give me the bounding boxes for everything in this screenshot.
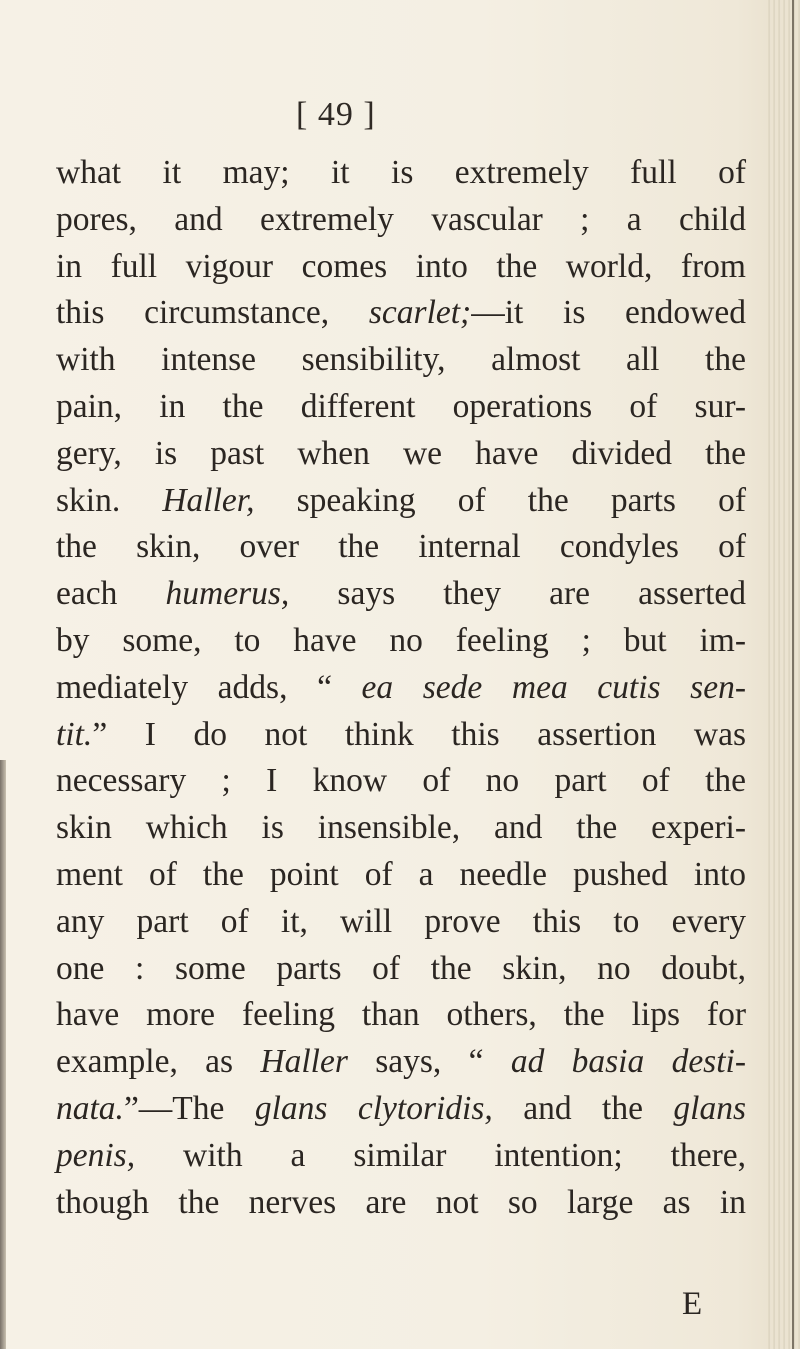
text-run: in full vigour comes into the world, from: [56, 247, 746, 285]
text-run: mediately adds, “: [56, 668, 362, 706]
text-run: one : some parts of the skin, no doubt,: [56, 949, 746, 987]
text-line: [56, 431, 746, 478]
text-line: [56, 1039, 746, 1086]
text-line: [56, 852, 746, 899]
italic-text: Haller,: [162, 481, 255, 519]
italic-text: tit.: [56, 715, 93, 753]
text-line: [56, 244, 746, 291]
text-run: with a similar intention; there,: [135, 1136, 746, 1174]
text-run: any part of it, will prove this to every: [56, 902, 746, 940]
text-line: [56, 805, 746, 852]
binding-shadow: [0, 760, 6, 1349]
italic-text: nata.: [56, 1089, 124, 1127]
text-line: [56, 290, 746, 337]
page-number: [ 49 ]: [296, 96, 376, 133]
text-line: [56, 197, 746, 244]
text-run: says they are asserted: [289, 575, 747, 613]
italic-text: ea sede mea cutis sen-: [361, 668, 746, 706]
text-line: [56, 478, 746, 525]
text-line: [56, 1180, 746, 1227]
catchword: E: [682, 1286, 703, 1322]
text-run: —it is endowed: [471, 294, 746, 332]
text-run: this circumstance,: [56, 294, 369, 332]
text-line: [56, 1086, 746, 1133]
text-run: the skin, over the internal condyles of: [56, 528, 746, 566]
text-run: says, “: [347, 1043, 511, 1081]
fore-edge-line: [792, 0, 794, 1349]
text-run: and the: [492, 1089, 674, 1127]
text-run: pores, and extremely vascular ; a child: [56, 200, 746, 238]
italic-text: glans clytoridis,: [254, 1089, 493, 1127]
text-line: [56, 899, 746, 946]
text-run: gery, is past when we have divided the: [56, 434, 746, 472]
text-run: speaking of the parts of: [254, 481, 746, 519]
body-text: [56, 150, 746, 1226]
text-run: what it may; it is extremely full of: [56, 154, 746, 191]
text-line: [56, 1133, 746, 1180]
text-run: pain, in the different operations of sur-: [56, 387, 746, 425]
text-run: ”—The: [123, 1089, 255, 1127]
text-line: [56, 712, 746, 759]
text-run: though the nerves are not so large as in: [56, 1183, 746, 1221]
italic-text: penis,: [56, 1136, 136, 1174]
italic-text: ad basia desti-: [510, 1043, 746, 1081]
text-run: by some, to have no feeling ; but im-: [56, 621, 746, 659]
text-run: necessary ; I know of no part of the: [56, 762, 746, 800]
text-run: example, as: [56, 1043, 261, 1081]
text-line: [56, 758, 746, 805]
text-line: [56, 618, 746, 665]
italic-text: Haller: [260, 1043, 348, 1081]
italic-text: humerus,: [165, 575, 290, 613]
text-run: skin.: [56, 481, 163, 519]
text-run: each: [56, 575, 166, 613]
text-run: ment of the point of a needle pushed into: [56, 855, 746, 893]
text-line: [56, 150, 746, 197]
text-line: [56, 992, 746, 1039]
text-run: have more feeling than others, the lips for: [56, 996, 746, 1034]
text-line: [56, 571, 746, 618]
text-run: skin which is insensible, and the experi-: [56, 809, 746, 847]
text-line: [56, 384, 746, 431]
text-run: with intense sensibility, almost all the: [56, 341, 746, 379]
italic-text: glans: [673, 1089, 746, 1127]
italic-text: scarlet;: [368, 294, 472, 332]
text-line: [56, 337, 746, 384]
text-line: [56, 946, 746, 993]
page-fore-edge: [766, 0, 800, 1349]
text-line: [56, 665, 746, 712]
text-line: [56, 524, 746, 571]
text-run: ” I do not think this assertion was: [92, 715, 746, 753]
